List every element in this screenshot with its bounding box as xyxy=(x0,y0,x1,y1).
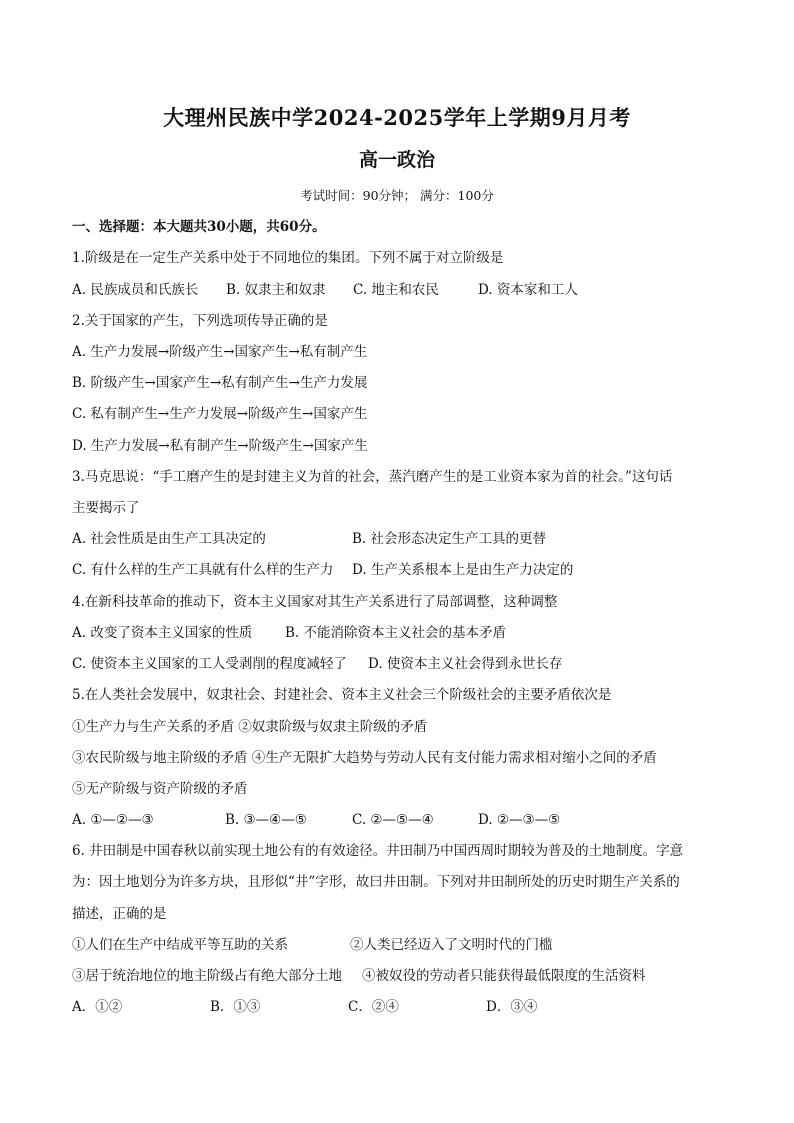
statement-4: ④被奴役的劳动者只能获得最低限度的生活资料 xyxy=(362,968,646,984)
question-4-stem: 4.在新科技革命的推动下，资本主义国家对其生产关系进行了局部调整，这种调整 xyxy=(72,594,558,610)
option-d: D. 生产关系根本上是由生产力决定的 xyxy=(352,562,574,578)
option-b: B. 奴隶主和奴隶 xyxy=(226,282,326,298)
question-3-stem: 3.马克思说：“手工磨产生的是封建主义为首的社会，蒸汽磨产生的是工业资本家为首的社会。”这句话 xyxy=(72,469,673,485)
option-a: A. 民族成员和氏族长 xyxy=(72,282,199,298)
option-c: C．②④ xyxy=(348,999,399,1015)
option-a: A. 社会性质是由生产工具决定的 xyxy=(72,531,266,547)
option-b: B. 阶级产生→国家产生→私有制产生→生产力发展 xyxy=(72,375,368,391)
statement-2: ②人类已经迈入了文明时代的门槛 xyxy=(350,937,553,953)
question-6-stem: 6. 井田制是中国春秋以前实现土地公有的有效途径。井田制乃中国西周时期较为普及的土地制度。字意 xyxy=(72,843,684,859)
section-heading: 一、选择题：本大题共30小题，共60分。 xyxy=(72,219,326,235)
option-b: B．①③ xyxy=(210,999,261,1015)
statement-3: ③居于统治地位的地主阶级占有绝大部分土地 xyxy=(72,968,342,984)
question-1-stem: 1.阶级是在一定生产关系中处于不同地位的集团。下列不属于对立阶级是 xyxy=(72,250,504,266)
option-b: B. 社会形态决定生产工具的更替 xyxy=(352,531,547,547)
option-c: C. 私有制产生→生产力发展→阶级产生→国家产生 xyxy=(72,406,368,422)
option-b: B. ③—④—⑤ xyxy=(225,812,307,828)
option-d: D．③④ xyxy=(486,999,538,1015)
option-a: A．①② xyxy=(72,999,123,1015)
option-a: A. ①—②—③ xyxy=(72,812,154,828)
option-d: D. 生产力发展→私有制产生→阶级产生→国家产生 xyxy=(72,438,368,454)
option-c: C. 使资本主义国家的工人受剥削的程度减轻了 xyxy=(72,656,347,672)
option-c: C. ②—⑤—④ xyxy=(352,812,434,828)
option-d: D. 资本家和工人 xyxy=(478,282,578,298)
option-c: C. 地主和农民 xyxy=(353,282,439,298)
question-6-stem-cont-1: 为：因土地划分为许多方块，且形似“井”字形，故曰井田制。下列对井田制所处的历史时期生产关系的 xyxy=(72,874,680,890)
option-b: B. 不能消除资本主义社会的基本矛盾 xyxy=(285,625,507,641)
question-5-statement-1: ①生产力与生产关系的矛盾 ②奴隶阶级与奴隶主阶级的矛盾 xyxy=(72,719,428,735)
question-6-stem-cont-2: 描述，正确的是 xyxy=(72,906,167,922)
exam-info: 考试时间：90分钟； 满分：100分 xyxy=(300,188,494,203)
option-d: D. ②—③—⑤ xyxy=(478,812,561,828)
option-d: D. 使资本主义社会得到永世长存 xyxy=(368,656,563,672)
option-a: A. 生产力发展→阶级产生→国家产生→私有制产生 xyxy=(72,344,368,360)
exam-subject: 高一政治 xyxy=(358,149,435,171)
option-a: A. 改变了资本主义国家的性质 xyxy=(72,625,253,641)
question-5-statement-3: ⑤无产阶级与资产阶级的矛盾 xyxy=(72,781,248,797)
question-5-statement-2: ③农民阶级与地主阶级的矛盾 ④生产无限扩大趋势与劳动人民有支付能力需求相对缩小之间的矛盾 xyxy=(72,750,657,766)
question-2-stem: 2.关于国家的产生，下列选项传导正确的是 xyxy=(72,313,328,329)
question-5-stem: 5.在人类社会发展中，奴隶社会、封建社会、资本主义社会三个阶级社会的主要矛盾依次是 xyxy=(72,687,612,703)
statement-1: ①人们在生产中结成平等互助的关系 xyxy=(72,937,288,953)
exam-title: 大理州民族中学2024-2025学年上学期9月月考 xyxy=(163,105,631,130)
question-3-stem-cont: 主要揭示了 xyxy=(72,500,140,516)
option-c: C. 有什么样的生产工具就有什么样的生产力 xyxy=(72,562,334,578)
